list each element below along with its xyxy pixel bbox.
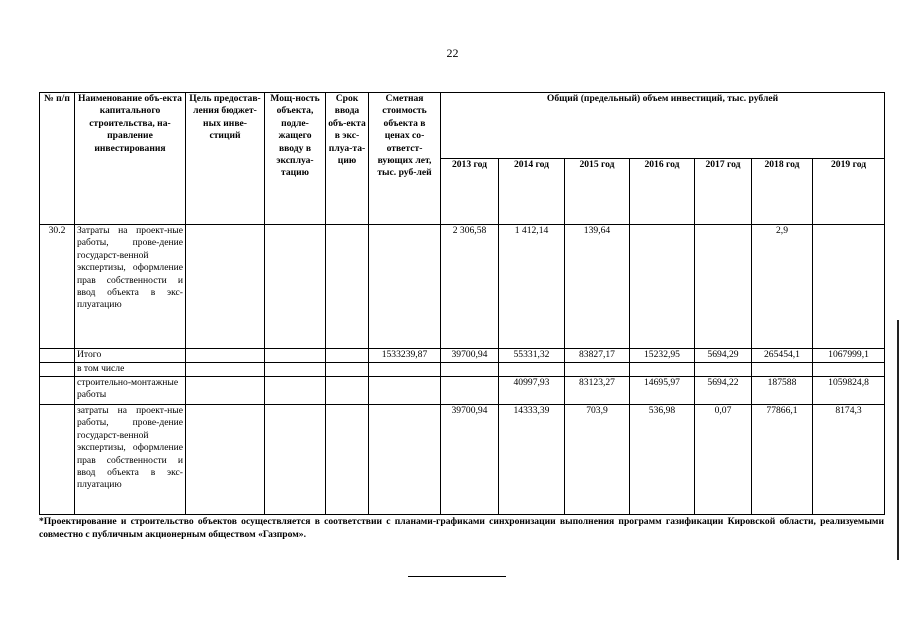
- cell-year-value: [565, 363, 630, 377]
- cell-capacity: [265, 225, 326, 349]
- cell-no: [40, 405, 75, 515]
- header-total-investment: Общий (предельный) объем инвестиций, тыс. рублей: [441, 93, 885, 159]
- table-row: [40, 405, 885, 515]
- cell-purpose: [186, 405, 265, 515]
- cell-year-value: 2 306,58: [441, 225, 499, 349]
- cell-year-value: [752, 363, 813, 377]
- cell-year-value: 83123,27: [565, 377, 630, 405]
- header-year: 2018 год: [752, 159, 813, 225]
- cell-year-value: 77866,1: [752, 405, 813, 515]
- cell-year-value: 83827,17: [565, 349, 630, 363]
- cell-no: 30.2: [40, 225, 75, 349]
- cell-year-value: 14333,39: [499, 405, 565, 515]
- header-name: Наименование объ-екта капитального строительства, на-правление инвестирования: [75, 93, 186, 225]
- cell-cost: [369, 363, 441, 377]
- header-year: 2015 год: [565, 159, 630, 225]
- cell-year-value: [441, 363, 499, 377]
- cell-year-value: 39700,94: [441, 349, 499, 363]
- cell-year-value: [695, 225, 752, 349]
- cell-term: [326, 405, 369, 515]
- table-row: [40, 349, 885, 363]
- cell-name: Итого: [75, 349, 186, 363]
- cell-no: [40, 363, 75, 377]
- cell-year-value: 265454,1: [752, 349, 813, 363]
- header-no: № п/п: [40, 93, 75, 225]
- cell-name: в том числе: [75, 363, 186, 377]
- header-cost: Сметная стоимость объекта в ценах со-ответст-вующих лет, тыс. руб-лей: [369, 93, 441, 225]
- cell-purpose: [186, 377, 265, 405]
- header-purpose: Цель предостав-ления бюджет-ных инве-стиций: [186, 93, 265, 225]
- cell-no: [40, 349, 75, 363]
- scan-edge-mark: [897, 320, 899, 560]
- cell-year-value: 40997,93: [499, 377, 565, 405]
- cell-term: [326, 225, 369, 349]
- header-year: 2016 год: [630, 159, 695, 225]
- cell-year-value: 0,07: [695, 405, 752, 515]
- cell-year-value: [813, 363, 885, 377]
- cell-term: [326, 349, 369, 363]
- header-year: 2019 год: [813, 159, 885, 225]
- cell-name: Затраты на проект-ные работы, прове-дение государст-венной экспертизы, оформление прав собственности и ввод объекта в экс-плуатацию: [75, 225, 186, 349]
- header-year: 2017 год: [695, 159, 752, 225]
- footnote: *Проектирование и строительство объектов осуществляется в соответствии с планами-графиками синхронизации выполнения программ газификации Кировской области, реализуемыми совместно с публичным акционерным обществом «Газпром».: [39, 516, 884, 540]
- cell-purpose: [186, 225, 265, 349]
- cell-name: затраты на проект-ные работы, прове-дение государст-венной экспертизы, оформление прав собственности и ввод объекта в экс-плуатацию: [75, 405, 186, 515]
- cell-purpose: [186, 363, 265, 377]
- cell-year-value: [630, 225, 695, 349]
- cell-year-value: 536,98: [630, 405, 695, 515]
- cell-year-value: 1067999,1: [813, 349, 885, 363]
- cell-year-value: 15232,95: [630, 349, 695, 363]
- cell-year-value: 55331,32: [499, 349, 565, 363]
- header-year: 2013 год: [441, 159, 499, 225]
- header-year: 2014 год: [499, 159, 565, 225]
- cell-year-value: 8174,3: [813, 405, 885, 515]
- cell-name: строительно-монтажные работы: [75, 377, 186, 405]
- table-row: [40, 363, 885, 377]
- header-term: Срок ввода объ-екта в экс-плуа-та-цию: [326, 93, 369, 225]
- cell-cost: [369, 405, 441, 515]
- cell-year-value: [499, 363, 565, 377]
- cell-year-value: 1 412,14: [499, 225, 565, 349]
- cell-year-value: [695, 363, 752, 377]
- cell-cost: [369, 225, 441, 349]
- cell-cost: 1533239,87: [369, 349, 441, 363]
- cell-cost: [369, 377, 441, 405]
- cell-no: [40, 377, 75, 405]
- page-number: 22: [446, 46, 459, 60]
- cell-capacity: [265, 405, 326, 515]
- cell-capacity: [265, 377, 326, 405]
- cell-year-value: 2,9: [752, 225, 813, 349]
- cell-year-value: 39700,94: [441, 405, 499, 515]
- cell-year-value: [441, 377, 499, 405]
- cell-year-value: [630, 363, 695, 377]
- table-row: [40, 377, 885, 405]
- cell-term: [326, 377, 369, 405]
- cell-year-value: 14695,97: [630, 377, 695, 405]
- table-row: [40, 225, 885, 349]
- investment-table: [39, 92, 885, 515]
- cell-year-value: 139,64: [565, 225, 630, 349]
- cell-term: [326, 363, 369, 377]
- cell-year-value: 5694,29: [695, 349, 752, 363]
- cell-year-value: [813, 225, 885, 349]
- cell-year-value: 703,9: [565, 405, 630, 515]
- cell-year-value: 5694,22: [695, 377, 752, 405]
- cell-year-value: 187588: [752, 377, 813, 405]
- cell-purpose: [186, 349, 265, 363]
- cell-year-value: 1059824,8: [813, 377, 885, 405]
- cell-capacity: [265, 349, 326, 363]
- cell-capacity: [265, 363, 326, 377]
- footer-rule: [408, 576, 506, 577]
- header-capacity: Мощ-ность объекта, подле-жащего вводу в эксплуа-тацию: [265, 93, 326, 225]
